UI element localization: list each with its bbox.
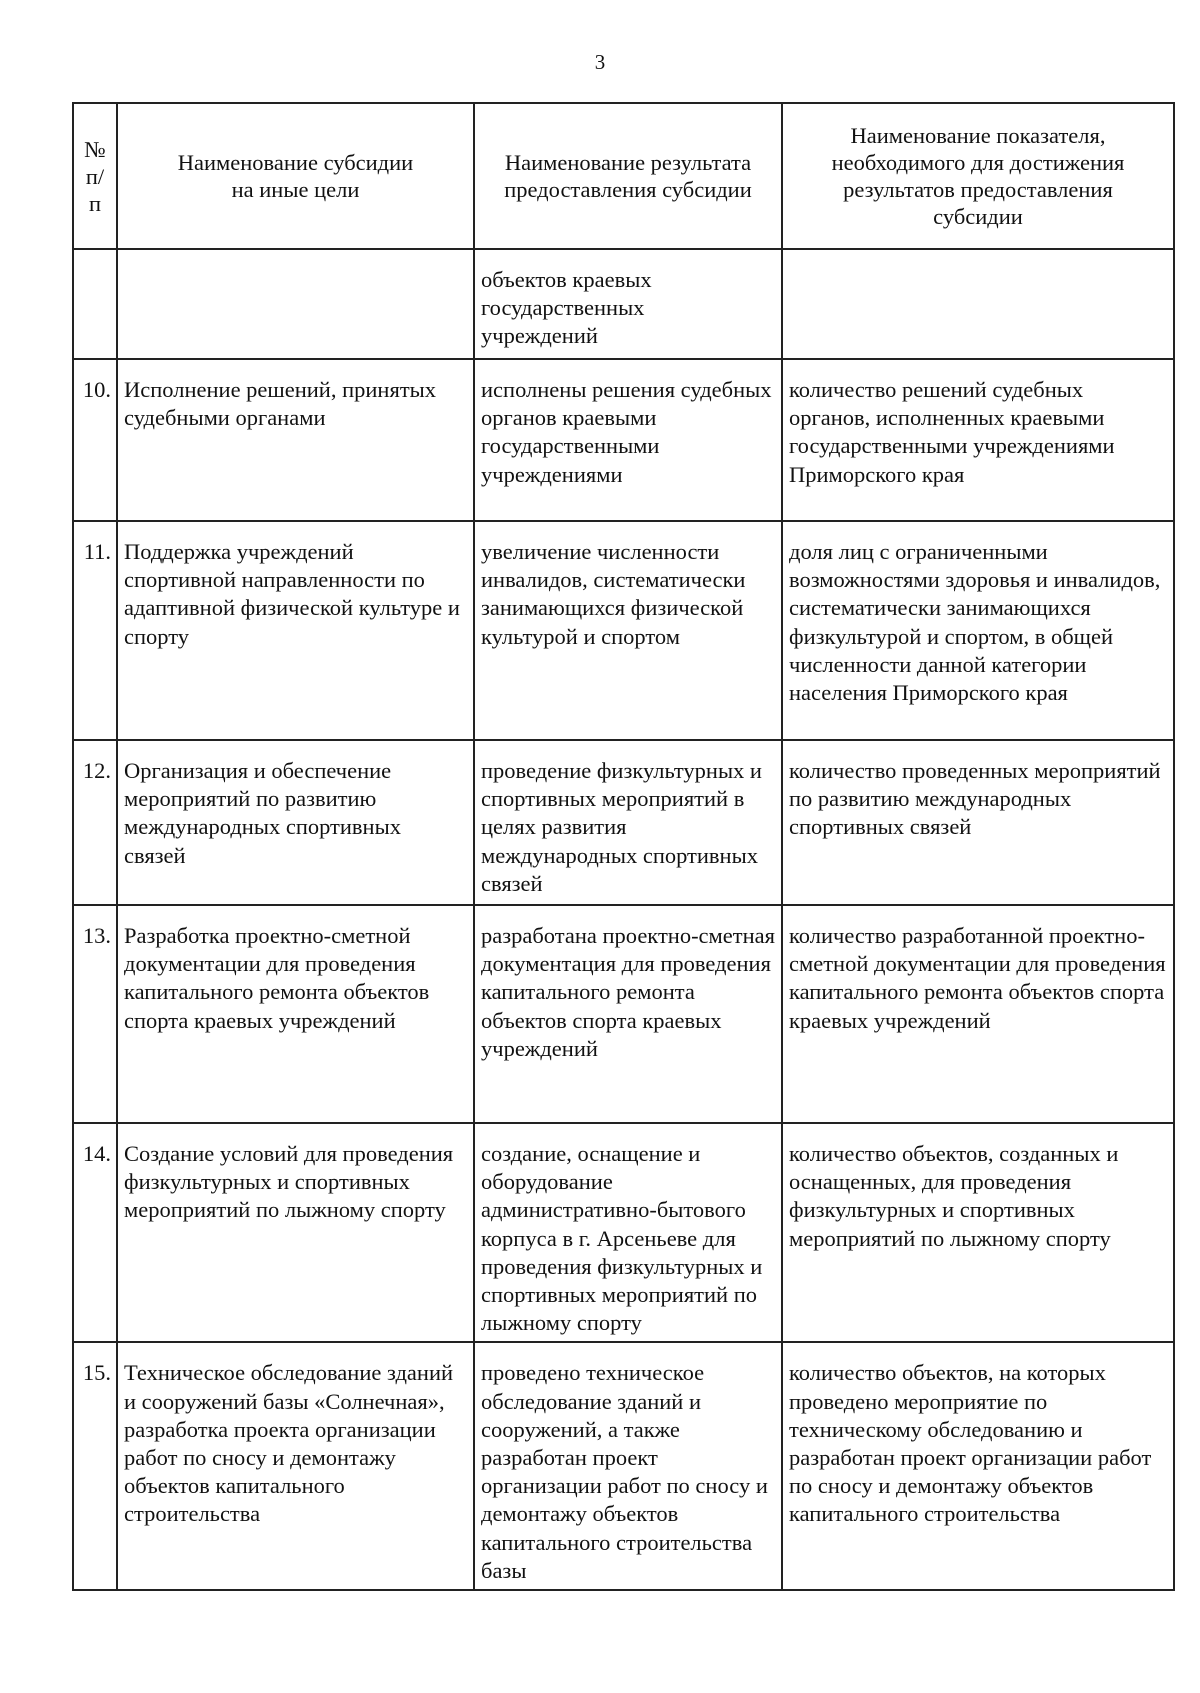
row-number: 12. (73, 740, 117, 905)
subsidy-name: Разработка проектно-сметной документации для проведения капитального ремонта объектов спорта краевых учреждений (117, 905, 474, 1123)
row-number (73, 249, 117, 359)
subsidy-name: Поддержка учреждений спортивной направленности по адаптивной физической культуре и спорту (117, 521, 474, 740)
indicator-name: количество объектов, созданных и оснащенных, для проведения физкультурных и спортивных мероприятий по лыжному спорту (782, 1123, 1174, 1342)
table-row (73, 740, 1174, 905)
table-header-row (73, 103, 1174, 249)
result-name: создание, оснащение и оборудование административно-бытового корпуса в г. Арсеньеве для проведения физкультурных и спортивных мероприятий по лыжному спорту (474, 1123, 782, 1342)
subsidy-name (117, 249, 474, 359)
result-name: проведено техническое обследование зданий и сооружений, а также разработан проект организации работ по сносу и демонтажу объектов капитального строительства базы (474, 1342, 782, 1590)
indicator-name: количество разработанной проектно-сметной документации для проведения капитального ремонта объектов спорта краевых учреждений (782, 905, 1174, 1123)
header-result-name: Наименование результата предоставления субсидии (474, 103, 782, 249)
subsidy-name: Организация и обеспечение мероприятий по развитию международных спортивных связей (117, 740, 474, 905)
row-number: 14. (73, 1123, 117, 1342)
row-number: 13. (73, 905, 117, 1123)
subsidy-name: Техническое обследование зданий и сооружений базы «Солнечная», разработка проекта организации работ по сносу и демонтажу объектов капитального строительства (117, 1342, 474, 1590)
result-name: объектов краевых государственных учреждений (474, 249, 782, 359)
indicator-name: количество объектов, на которых проведено мероприятие по техническому обследованию и разработан проект организации работ по сносу и демонтажу объектов капитального строительства (782, 1342, 1174, 1590)
header-number: № п/п (73, 103, 117, 249)
row-number: 15. (73, 1342, 117, 1590)
row-number: 10. (73, 359, 117, 521)
result-name: проведение физкультурных и спортивных мероприятий в целях развития международных спортивных связей (474, 740, 782, 905)
table-row (73, 359, 1174, 521)
result-name: разработана проектно-сметная документация для проведения капитального ремонта объектов спорта краевых учреждений (474, 905, 782, 1123)
header-indicator-name: Наименование показателя, необходимого для достижения результатов предоставления субсидии (782, 103, 1174, 249)
indicator-name: количество решений судебных органов, исполненных краевыми государственными учреждениями Приморского края (782, 359, 1174, 521)
table-row (73, 249, 1174, 359)
indicator-name (782, 249, 1174, 359)
table-row (73, 1123, 1174, 1342)
subsidy-name: Создание условий для проведения физкультурных и спортивных мероприятий по лыжному спорту (117, 1123, 474, 1342)
indicator-name: количество проведенных мероприятий по развитию международных спортивных связей (782, 740, 1174, 905)
table-row (73, 521, 1174, 740)
subsidy-name: Исполнение решений, принятых судебными органами (117, 359, 474, 521)
table-row (73, 1342, 1174, 1590)
result-name: исполнены решения судебных органов краевыми государственными учреждениями (474, 359, 782, 521)
header-subsidy-name: Наименование субсидии на иные цели (117, 103, 474, 249)
table-row (73, 905, 1174, 1123)
row-number: 11. (73, 521, 117, 740)
indicator-name: доля лиц с ограниченными возможностями здоровья и инвалидов, систематически занимающихся физкультурой и спортом, в общей численности данной категории населения Приморского края (782, 521, 1174, 740)
page-number: 3 (594, 50, 606, 74)
result-name: увеличение численности инвалидов, систематически занимающихся физической культурой и спортом (474, 521, 782, 740)
subsidy-table (72, 102, 1175, 1591)
